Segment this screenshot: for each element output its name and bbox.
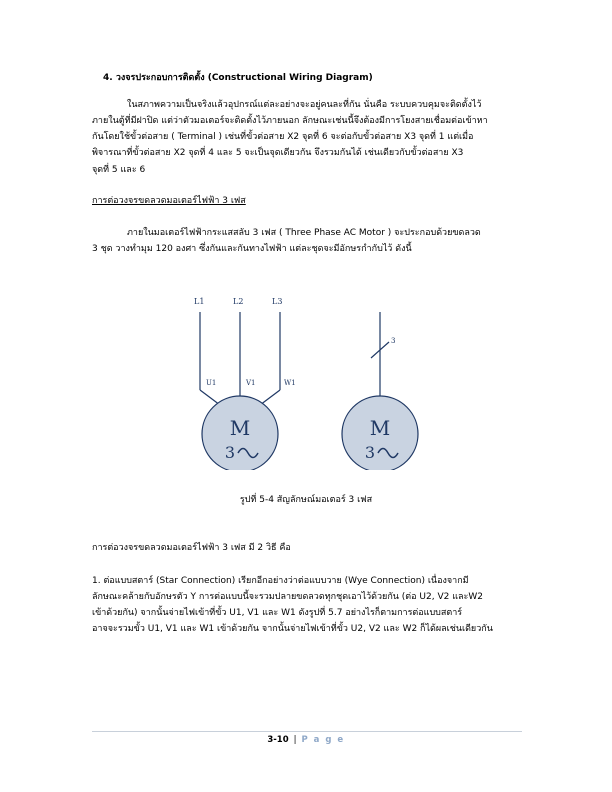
paragraph-1-line-1: ในสภาพความเป็นจริงแล้วอุปกรณ์แต่ละอย่างจะอยู่คนละที่กัน นั่นคือ ระบบควบคุมจะติดตั้งไว้ bbox=[127, 100, 482, 110]
three-line-motor bbox=[194, 297, 296, 470]
motor-phase-right: 3 bbox=[364, 443, 376, 462]
terminal-w1: W1 bbox=[284, 379, 296, 387]
wire-l1-to-motor bbox=[200, 390, 220, 405]
paragraph-3-line-4: อาจจะรวมขั้ว U1, V1 และ W1 เข้าด้วยกัน จากนั้นจ่ายไฟเข้าที่ขั้ว U2, V2 และ W2 ก็ได้ผลเช่นเดียวกัน bbox=[92, 624, 493, 634]
paragraph-3-line-2: ลักษณะคล้ายกับอักษรตัว Y การต่อแบบนี้จะรวมปลายขดลวดทุกชุดเอาไว้ด้วยกัน (ต่อ U2, V2 และW2 bbox=[92, 592, 483, 602]
label-l2: L2 bbox=[233, 297, 244, 306]
paragraph-1-line-4: พิจารณาที่ขั้วต่อสาย X2 จุดที่ 4 และ 5 จะเป็นจุดเดียวกัน จึงรวมกันได้ เช่นเดียวกับขั้วต่อสาย X3 bbox=[92, 148, 464, 158]
paragraph-2-line-1: ภายในมอเตอร์ไฟฟ้ากระแสสลับ 3 เฟส ( Three Phase AC Motor ) จะประกอบด้วยขดลวด bbox=[127, 228, 481, 238]
terminal-u1: U1 bbox=[206, 379, 217, 387]
figure-caption: รูปที่ 5-4 สัญลักษณ์มอเตอร์ 3 เฟส bbox=[239, 495, 373, 505]
page-number: 3-10 bbox=[267, 735, 289, 745]
label-l3: L3 bbox=[272, 297, 283, 306]
paragraph-1-line-2: ภายในตู้ที่มีฝาปิด แต่ว่าตัวมอเตอร์จะติดตั้งไว้ภายนอก ลักษณะเช่นนี้จึงต้องมีการโยงสายเชื่อมต่อเข้าหา bbox=[92, 116, 488, 126]
single-line-motor bbox=[342, 312, 418, 470]
subheading-two-methods: การต่อวงจรขดลวดมอเตอร์ไฟฟ้า 3 เฟส มี 2 วิธี คือ bbox=[92, 543, 291, 553]
motor-phase-left: 3 bbox=[224, 443, 236, 462]
motor-symbol-diagram bbox=[180, 290, 440, 470]
footer-divider bbox=[92, 731, 522, 732]
paragraph-1-line-3: กันโดยใช้ขั้วต่อสาย ( Terminal ) เช่นที่ขั้วต่อสาย X2 จุดที่ 6 จะต่อกับขั้วต่อสาย X3 จุดที่ 1 แต่เมื่อ bbox=[92, 132, 474, 142]
page-label: P a g e bbox=[301, 735, 345, 745]
subheading-three-phase-wiring: การต่อวงจรขดลวดมอเตอร์ไฟฟ้า 3 เฟส bbox=[92, 196, 246, 206]
single-line-count: 3 bbox=[391, 337, 396, 345]
paragraph-3-line-3: เข้าด้วยกัน) จากนั้นจ่ายไฟเข้าที่ขั้ว U1, V1 และ W1 ดังรูปที่ 5.7 อย่างไรก็ตามการต่อแบบสตาร์ bbox=[92, 608, 463, 618]
section-heading: 4. วงจรประกอบการติดตั้ง (Constructional Wiring Diagram) bbox=[103, 73, 373, 83]
terminal-v1: V1 bbox=[246, 379, 256, 387]
paragraph-1-line-5: จุดที่ 5 และ 6 bbox=[92, 165, 146, 175]
motor-letter-left: M bbox=[229, 416, 251, 440]
footer-separator: | bbox=[293, 735, 297, 745]
paragraph-2-line-2: 3 ชุด วางทำมุม 120 องศา ซึ่งกันและกันทางไฟฟ้า แต่ละชุดจะมีอักษรกำกับไว้ ดังนี้ bbox=[92, 244, 412, 254]
paragraph-3-line-1: 1. ต่อแบบสตาร์ (Star Connection) เรียกอีกอย่างว่าต่อแบบวาย (Wye Connection) เนื่องจากมี bbox=[92, 576, 469, 586]
label-l1: L1 bbox=[194, 297, 205, 306]
motor-letter-right: M bbox=[369, 416, 391, 440]
wire-l3-to-motor bbox=[260, 390, 280, 405]
page-footer bbox=[0, 735, 612, 745]
